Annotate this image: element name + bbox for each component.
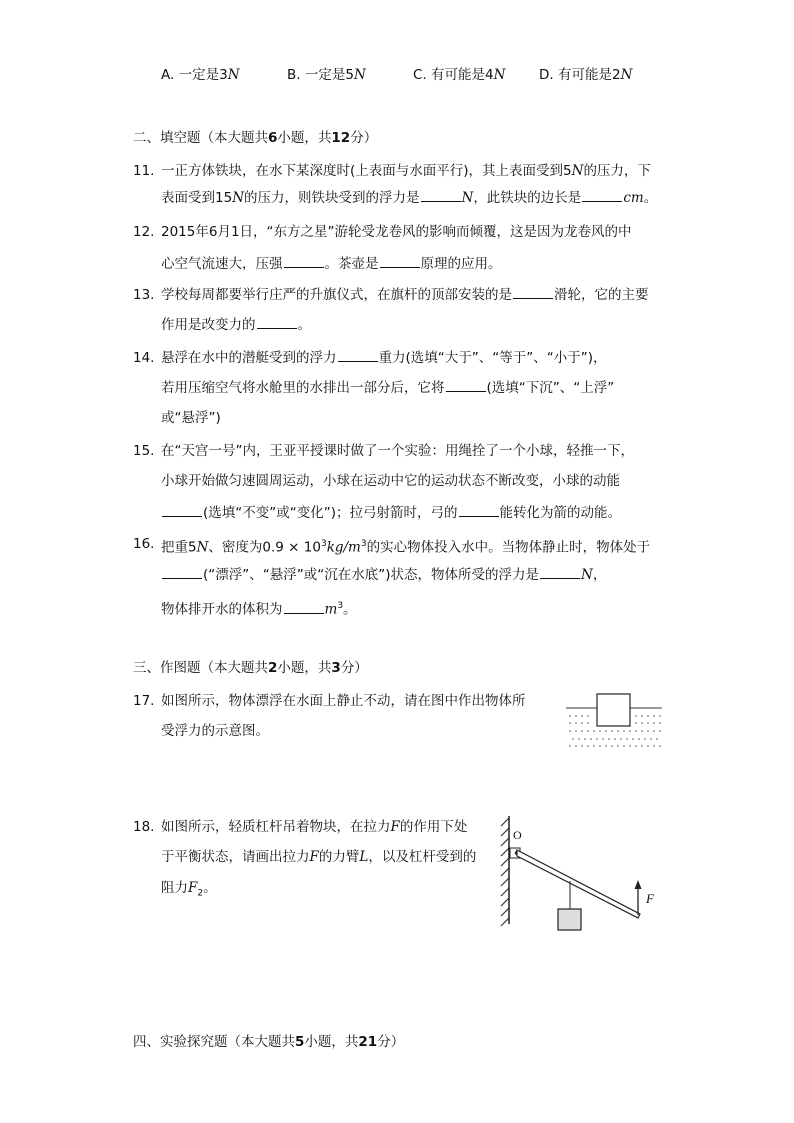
answer-blank[interactable] (540, 564, 580, 579)
question-number: 16. (133, 536, 155, 552)
answer-blank[interactable] (257, 314, 297, 329)
question-line: (“漂浮”、“悬浮”或“沉在水底”)状态，物体所受的浮力是 N， (161, 564, 606, 586)
question-number: 13. (133, 287, 155, 303)
answer-blank[interactable] (162, 564, 202, 579)
answer-blank[interactable] (284, 253, 324, 268)
question-line: 如图所示，物体漂浮在水面上静止不动，请在图中作出物体所 (161, 693, 526, 709)
question-line: 一正方体铁块，在水下某深度时(上表面与水面平行)，其上表面受到5N的压力，下 (161, 163, 651, 179)
section-heading-experiment: 四、实验探究题（本大题共5小题，共21分） (133, 1034, 405, 1050)
choice-b[interactable]: B. 一定是5N (287, 67, 366, 83)
question-number: 14. (133, 350, 155, 366)
floating-block-figure (562, 690, 664, 750)
question-line: 作用是改变力的 。 (161, 314, 311, 336)
question-line: 或“悬浮”) (161, 410, 221, 426)
question-number: 18. (133, 819, 155, 835)
section-heading-fill-blank: 二、填空题（本大题共6小题，共12分） (133, 130, 378, 146)
answer-blank[interactable] (582, 187, 622, 202)
question-line: (选填“不变”或“变化”)；拉弓射箭时，弓的 能转化为箭的动能。 (161, 502, 621, 524)
question-line: 受浮力的示意图。 (161, 723, 269, 739)
question-line: 悬浮在水中的潜艇受到的浮力 重力(选填“大于”、“等于”、“小于”)， (161, 347, 607, 369)
question-line: 若用压缩空气将水舱里的水排出一部分后，它将 (选填“下沉”、“上浮” (161, 377, 614, 399)
question-number: 17. (133, 693, 155, 709)
question-line: 2015年6月1日，“东方之星”游轮受龙卷风的影响而倾覆，这是因为龙卷风的中 (161, 224, 632, 240)
answer-blank[interactable] (284, 599, 324, 614)
answer-blank[interactable] (380, 253, 420, 268)
answer-blank[interactable] (513, 284, 553, 299)
question-line: 如图所示，轻质杠杆吊着物块，在拉力F的作用下处 (161, 819, 468, 835)
force-arrowhead (635, 880, 642, 889)
question-line: 表面受到15N的压力，则铁块受到的浮力是 N，此铁块的边长是 cm。 (161, 187, 657, 209)
choice-a[interactable]: A. 一定是3N (161, 67, 240, 83)
answer-blank[interactable] (459, 502, 499, 517)
wall-hatching (501, 818, 509, 926)
question-number: 12. (133, 224, 155, 240)
question-line: 心空气流速大，压强 。茶壶是 原理的应用。 (161, 253, 502, 275)
answer-blank[interactable] (162, 502, 202, 517)
question-number: 15. (133, 443, 155, 459)
floating-block (597, 694, 630, 726)
question-number: 11. (133, 163, 155, 179)
answer-blank[interactable] (338, 347, 378, 362)
pivot-label: O (513, 828, 522, 842)
question-line: 阻力$F_2$。 (161, 880, 217, 899)
question-line: 在“天宫一号”内，王亚平授课时做了一个实验：用绳拴了一个小球，轻推一下， (161, 443, 634, 459)
question-line: 小球开始做匀速圆周运动，小球在运动中它的运动状态不断改变，小球的动能 (161, 473, 620, 489)
question-line: 学校每周都要举行庄严的升旗仪式，在旗杆的顶部安装的是 滑轮，它的主要 (161, 284, 649, 306)
lever-figure (495, 812, 665, 937)
lever-bar (517, 850, 640, 918)
answer-blank[interactable] (446, 377, 486, 392)
choice-d[interactable]: D. 有可能是2N (539, 67, 633, 83)
choice-c[interactable]: C. 有可能是4N (413, 67, 506, 83)
hanging-block (558, 909, 581, 930)
question-line: 于平衡状态，请画出拉力F的力臂L，以及杠杆受到的 (161, 849, 477, 865)
question-line: 把重5N、密度为$0.9 \times 10^3kg/m^3$的实心物体投入水中。当物体静止时，物体处于 (161, 539, 651, 556)
force-label: F (646, 891, 654, 906)
question-line: 物体排开水的体积为 $m^3$。 (161, 595, 357, 621)
section-heading-drawing: 三、作图题（本大题共2小题，共3分） (133, 660, 368, 676)
answer-blank[interactable] (421, 187, 461, 202)
